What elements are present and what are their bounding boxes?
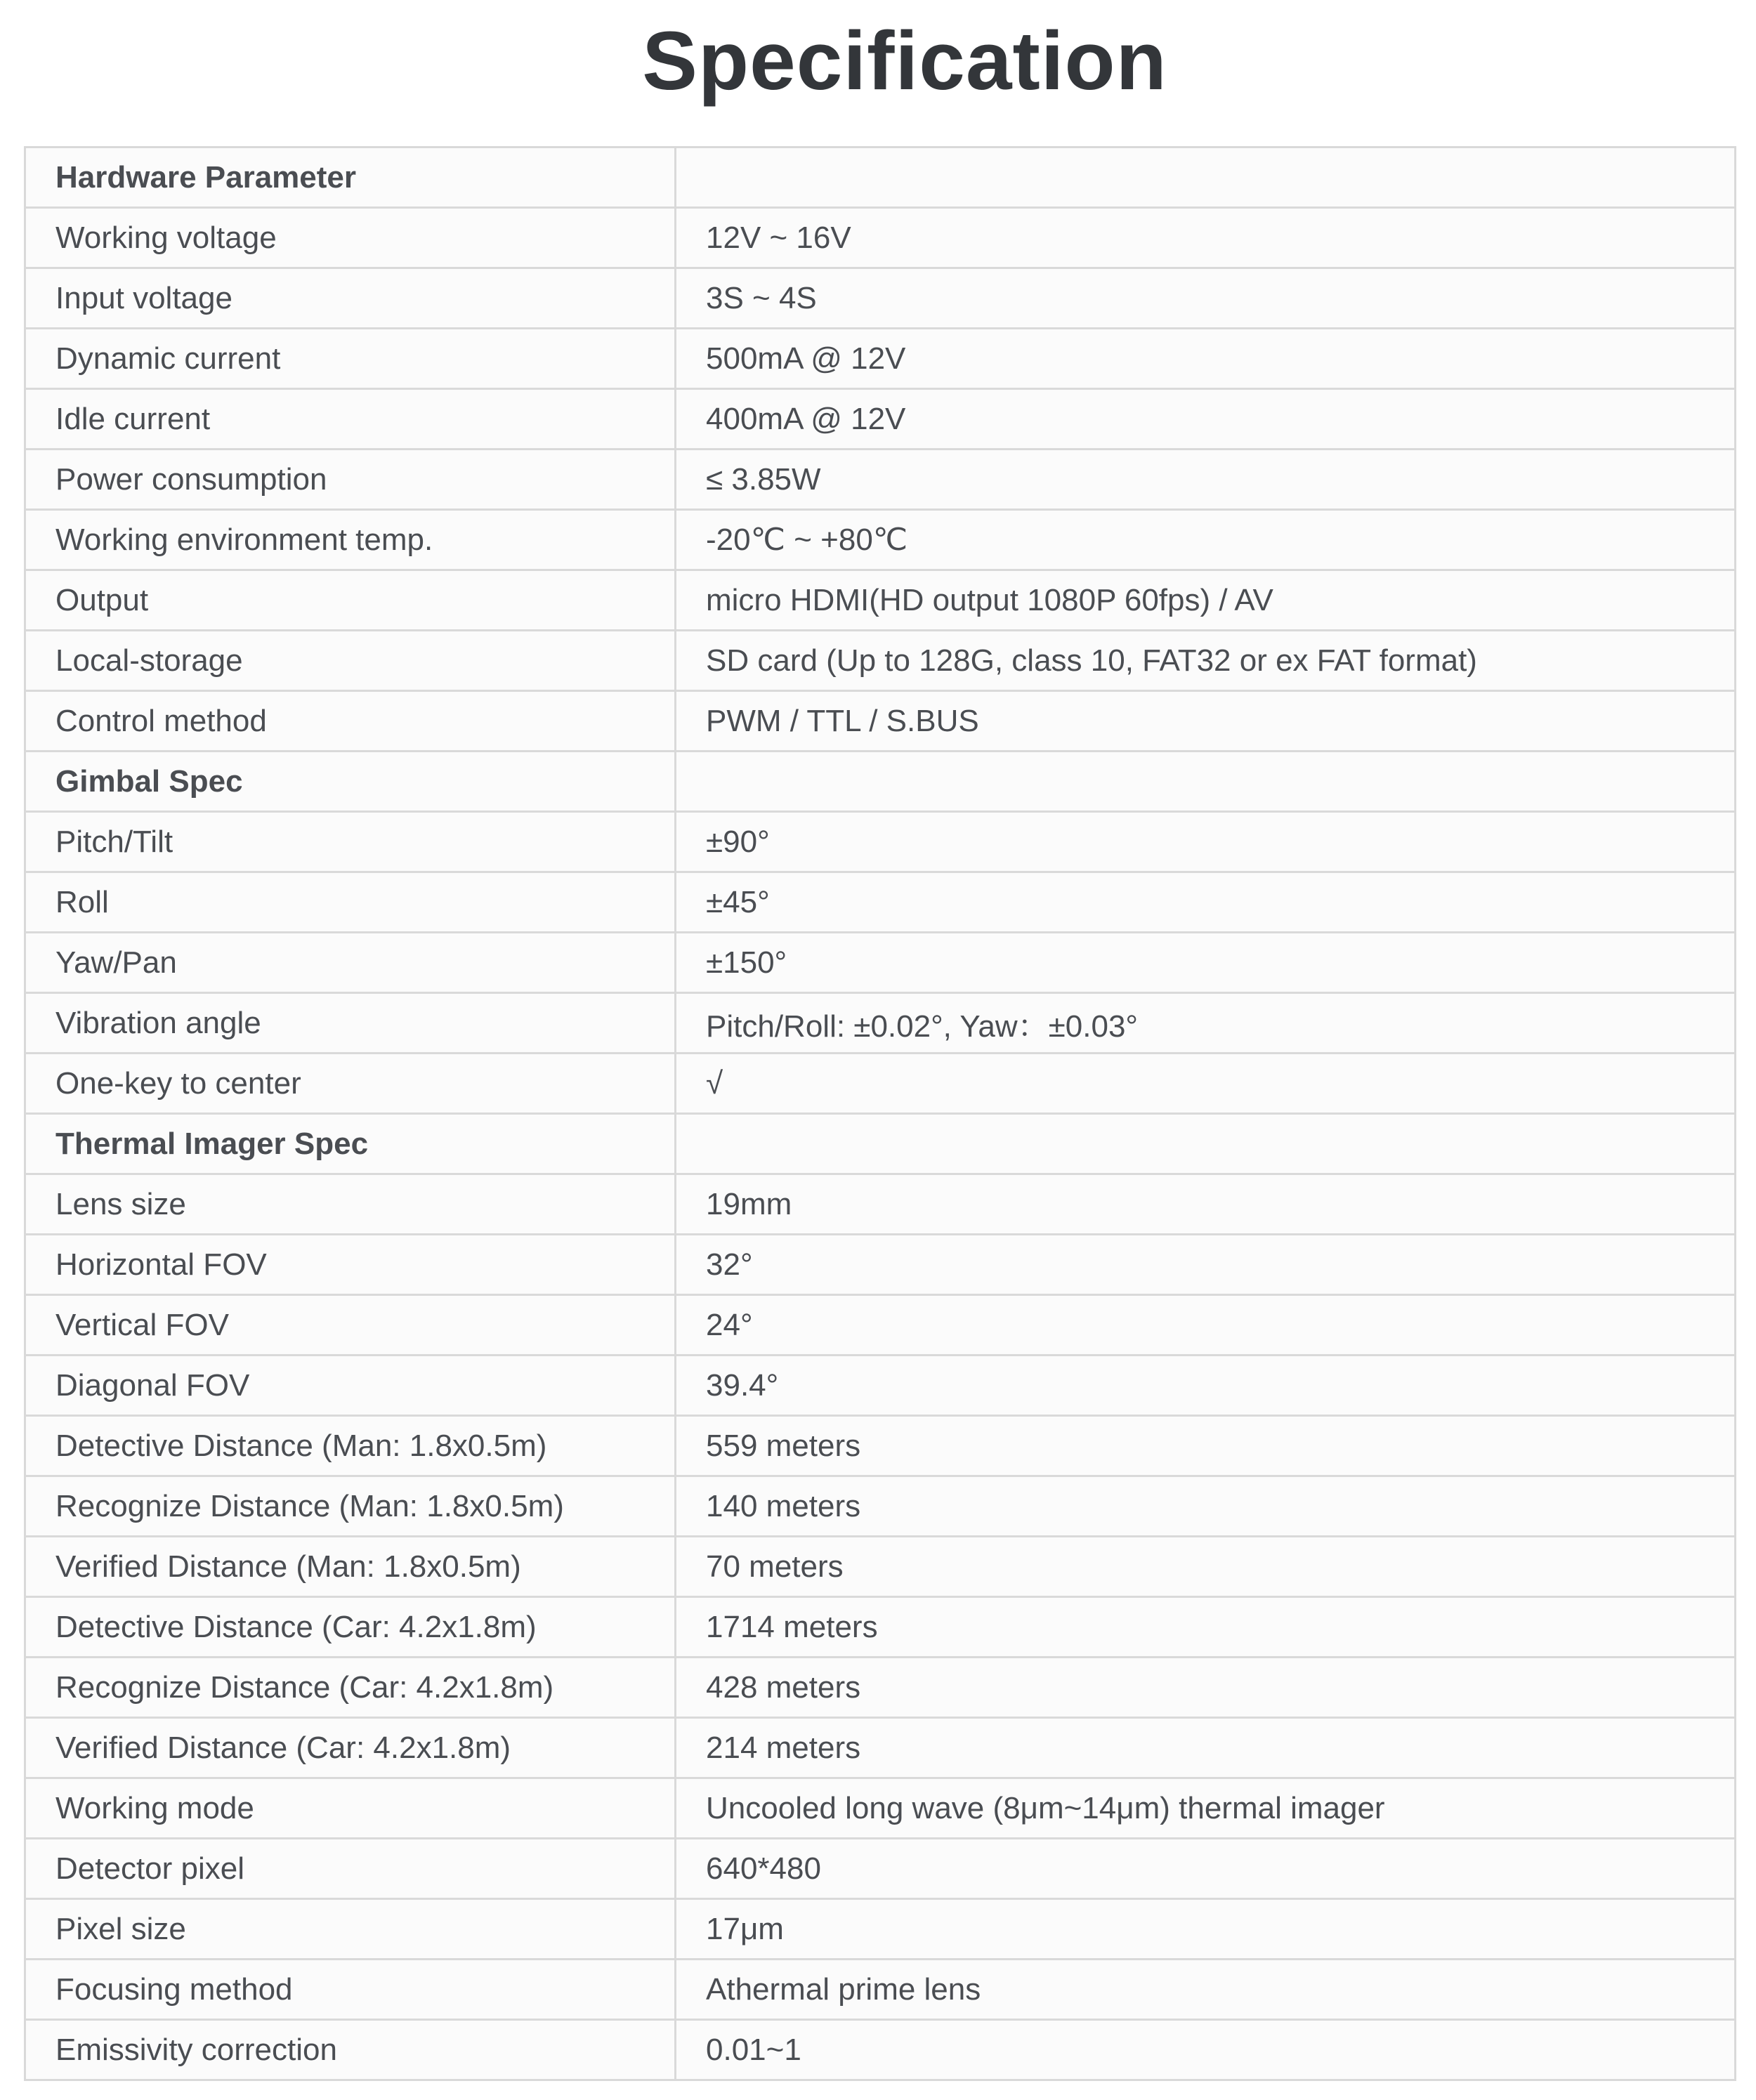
spec-label: Verified Distance (Man: 1.8x0.5m) (25, 1537, 676, 1597)
spec-value: 214 meters (676, 1718, 1736, 1778)
table-row (25, 389, 1736, 449)
section-heading: Thermal Imager Spec (25, 1114, 676, 1174)
table-row (25, 1356, 1736, 1416)
spec-value: micro HDMI(HD output 1080P 60fps) / AV (676, 570, 1736, 631)
spec-label: Horizontal FOV (25, 1235, 676, 1295)
spec-label: Working environment temp. (25, 510, 676, 570)
spec-label: Control method (25, 691, 676, 752)
page-title: Specification (642, 15, 1167, 107)
section-header-row (25, 752, 1736, 812)
spec-value: Uncooled long wave (8μm~14μm) thermal imager (676, 1778, 1736, 1839)
table-row (25, 1658, 1736, 1718)
table-row (25, 1597, 1736, 1658)
spec-label: Input voltage (25, 268, 676, 329)
spec-label: Pixel size (25, 1899, 676, 1960)
spec-value: 140 meters (676, 1476, 1736, 1537)
spec-value: 640*480 (676, 1839, 1736, 1899)
table-row (25, 933, 1736, 993)
spec-value: -20℃ ~ +80℃ (676, 510, 1736, 570)
spec-label: Vertical FOV (25, 1295, 676, 1356)
spec-label: Recognize Distance (Man: 1.8x0.5m) (25, 1476, 676, 1537)
table-row (25, 510, 1736, 570)
table-row (25, 1960, 1736, 2020)
table-row (25, 268, 1736, 329)
spec-value: ±45° (676, 872, 1736, 933)
spec-value: 24° (676, 1295, 1736, 1356)
spec-value: 19mm (676, 1174, 1736, 1235)
spec-label: Detector pixel (25, 1839, 676, 1899)
table-row (25, 1174, 1736, 1235)
table-row (25, 1054, 1736, 1114)
spec-label: Pitch/Tilt (25, 812, 676, 872)
spec-label: Detective Distance (Car: 4.2x1.8m) (25, 1597, 676, 1658)
table-row (25, 2020, 1736, 2080)
spec-value: 500mA @ 12V (676, 329, 1736, 389)
spec-label: Power consumption (25, 449, 676, 510)
spec-table-body (25, 147, 1736, 2080)
table-row (25, 1537, 1736, 1597)
spec-label: Working voltage (25, 208, 676, 268)
table-row (25, 993, 1736, 1054)
spec-label: Working mode (25, 1778, 676, 1839)
table-row (25, 872, 1736, 933)
spec-value: ±150° (676, 933, 1736, 993)
spec-value: ≤ 3.85W (676, 449, 1736, 510)
spec-value: 400mA @ 12V (676, 389, 1736, 449)
table-row (25, 691, 1736, 752)
table-row (25, 631, 1736, 691)
spec-value: ±90° (676, 812, 1736, 872)
table-row (25, 1235, 1736, 1295)
section-heading-empty-cell (676, 1114, 1736, 1174)
spec-label: One-key to center (25, 1054, 676, 1114)
spec-value: 428 meters (676, 1658, 1736, 1718)
spec-value: Athermal prime lens (676, 1960, 1736, 2020)
section-heading-empty-cell (676, 752, 1736, 812)
spec-value: 0.01~1 (676, 2020, 1736, 2080)
spec-label: Roll (25, 872, 676, 933)
spec-value: √ (676, 1054, 1736, 1114)
spec-label: Dynamic current (25, 329, 676, 389)
section-header-row (25, 147, 1736, 208)
spec-label: Focusing method (25, 1960, 676, 2020)
table-row (25, 1839, 1736, 1899)
table-row (25, 570, 1736, 631)
table-row (25, 1416, 1736, 1476)
spec-label: Yaw/Pan (25, 933, 676, 993)
spec-label: Verified Distance (Car: 4.2x1.8m) (25, 1718, 676, 1778)
spec-value: 3S ~ 4S (676, 268, 1736, 329)
spec-value: Pitch/Roll: ±0.02°, Yaw：±0.03° (676, 993, 1736, 1054)
section-heading: Gimbal Spec (25, 752, 676, 812)
section-header-row (25, 1114, 1736, 1174)
table-row (25, 1899, 1736, 1960)
spec-label: Diagonal FOV (25, 1356, 676, 1416)
spec-table (24, 146, 1736, 2081)
spec-value: 12V ~ 16V (676, 208, 1736, 268)
spec-value: 559 meters (676, 1416, 1736, 1476)
spec-value: 70 meters (676, 1537, 1736, 1597)
section-heading: Hardware Parameter (25, 147, 676, 208)
spec-value: 1714 meters (676, 1597, 1736, 1658)
table-row (25, 812, 1736, 872)
spec-label: Local-storage (25, 631, 676, 691)
spec-value: PWM / TTL / S.BUS (676, 691, 1736, 752)
section-heading-empty-cell (676, 147, 1736, 208)
table-row (25, 449, 1736, 510)
spec-value: SD card (Up to 128G, class 10, FAT32 or ex FAT format) (676, 631, 1736, 691)
spec-label: Output (25, 570, 676, 631)
spec-value: 39.4° (676, 1356, 1736, 1416)
spec-value: 32° (676, 1235, 1736, 1295)
table-row (25, 1476, 1736, 1537)
table-row (25, 1718, 1736, 1778)
spec-label: Recognize Distance (Car: 4.2x1.8m) (25, 1658, 676, 1718)
table-row (25, 208, 1736, 268)
spec-label: Detective Distance (Man: 1.8x0.5m) (25, 1416, 676, 1476)
table-row (25, 1778, 1736, 1839)
spec-label: Idle current (25, 389, 676, 449)
table-row (25, 329, 1736, 389)
table-row (25, 1295, 1736, 1356)
spec-label: Vibration angle (25, 993, 676, 1054)
spec-value: 17μm (676, 1899, 1736, 1960)
spec-label: Lens size (25, 1174, 676, 1235)
spec-label: Emissivity correction (25, 2020, 676, 2080)
